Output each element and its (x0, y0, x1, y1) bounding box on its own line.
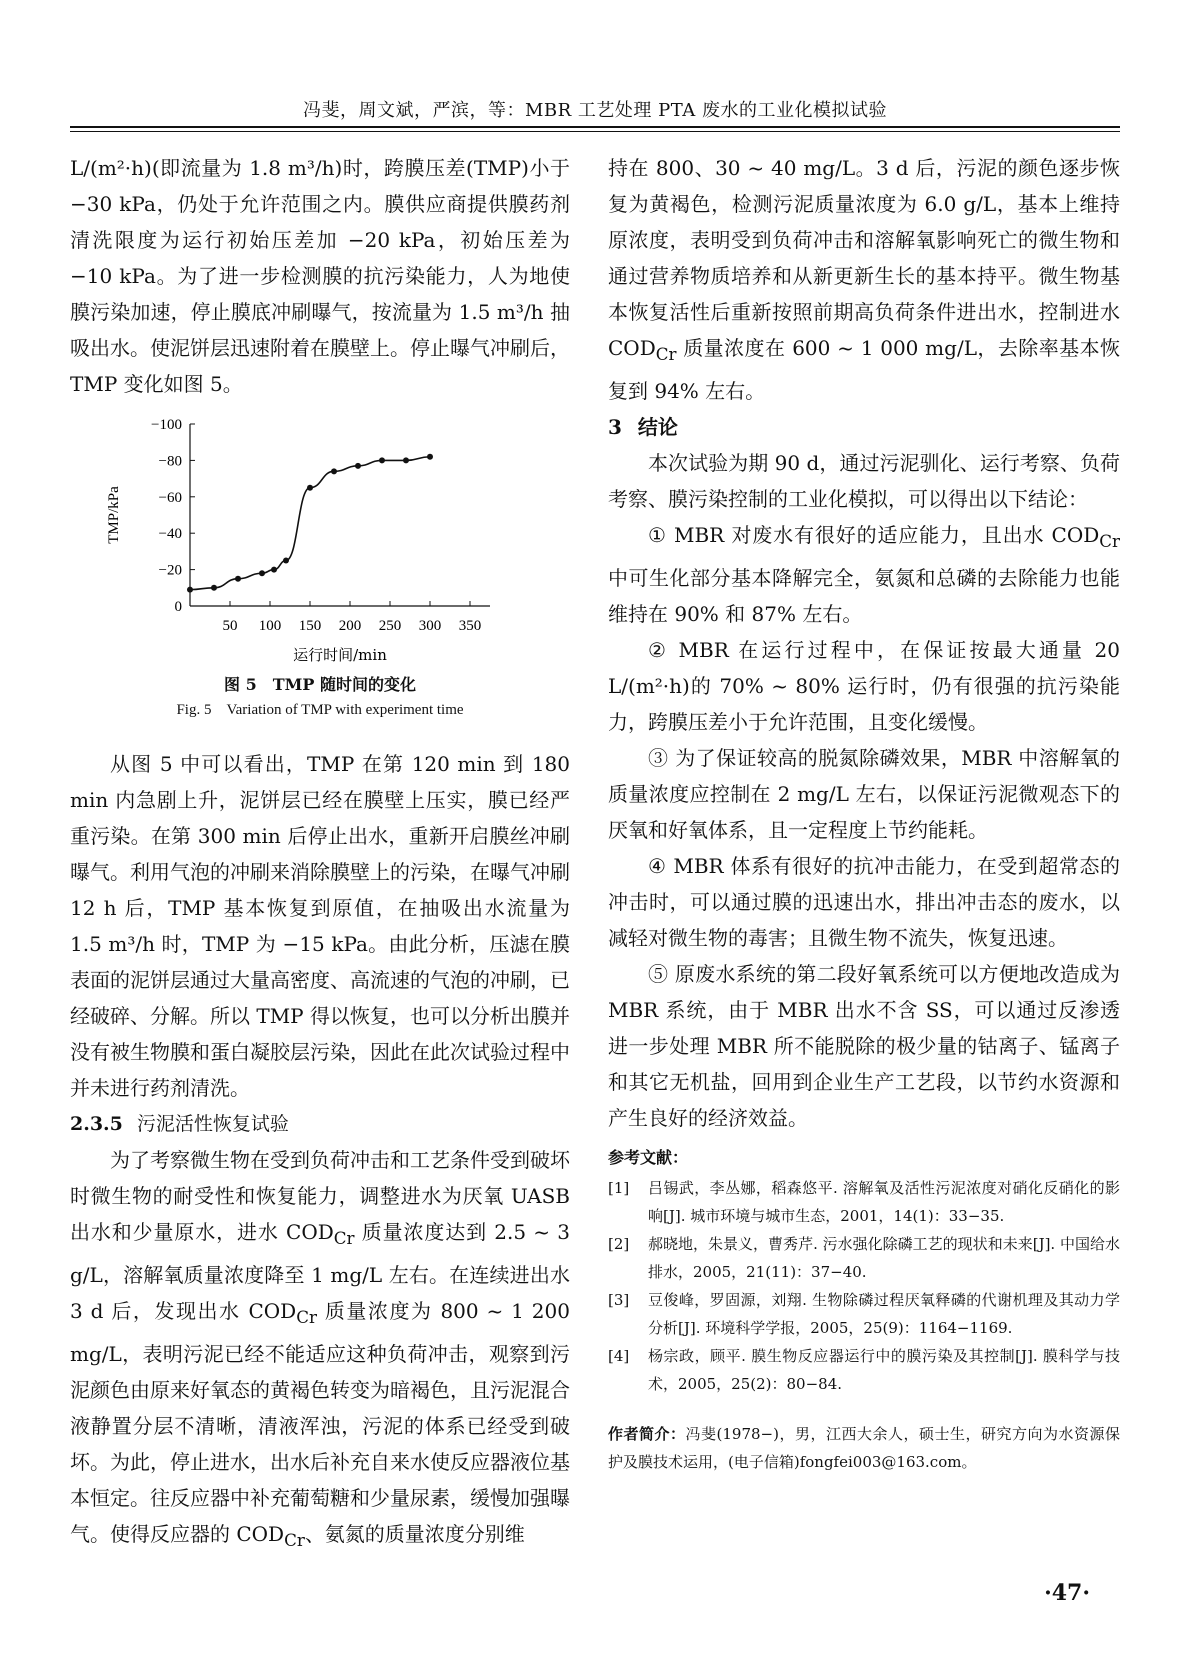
right-paragraph-1: 持在 800、30 ~ 40 mg/L。3 d 后，污泥的颜色逐步恢复为黄褐色，检测污泥质量浓度为 6.0 g/L，基本上维持原浓度，表明受到负荷冲击和溶解氧影响死亡的微生物和通过营养物质培养和从新更新生长的基本持平。微生物基本恢复活性后重新按照前期高负荷条件进出水，控制进水 $COD_{Cr}$ 质量浓度在 600 ~ 1 000 mg/L，去除率基本恢复到 94% 左右。 (608, 156, 1120, 403)
reference-text: 吕锡武，李丛娜，稻森悠平. 溶解氧及活性污泥浓度对硝化反硝化的影响[J]. 城市环境与城市生态，2001，14(1)：33−35. (648, 1179, 1120, 1225)
data-point (271, 567, 277, 573)
left-paragraph-2: 从图 5 中可以看出，TMP 在第 120 min 到 180 min 内急剧上升，泥饼层已经在膜壁上压实，膜已经严重污染。在第 300 min 后停止出水，重新开启膜丝冲刷曝气。利用气泡的冲刷来消除膜壁上的污染，在曝气冲刷 12 h 后，TMP 基本恢复到原值，在抽吸出水流量为 1.5 m³/h 时，TMP 为 −15 kPa。由此分析，压滤在膜表面的泥饼层通过大量高密度、高流速的气泡的冲刷，已经破碎、分解。所以 TMP 得以恢复，也可以分析出膜并没有被生物膜和蛋白凝胶层污染，因此在此次试验过程中并未进行药剂清洗。 (70, 752, 570, 1100)
references-title: 参考文献： (608, 1148, 689, 1167)
right-column (608, 150, 1120, 1476)
x-tick-label: 300 (418, 618, 442, 634)
tmp-series-line (190, 457, 430, 590)
data-point (259, 570, 265, 576)
reference-item (608, 1174, 1120, 1230)
reference-item (608, 1286, 1120, 1342)
author-bio-label: 作者简介： (608, 1425, 686, 1443)
page-number: ·47· (1044, 1580, 1090, 1606)
tmp-chart (70, 404, 570, 674)
reference-item (608, 1230, 1120, 1286)
data-point (403, 457, 409, 463)
data-point (331, 468, 337, 474)
conclusion-1: ① MBR 对废水有很好的适应能力，且出水 $COD_{Cr}$ 中可生化部分基本降解完全，氨氮和总磷的去除能力也能维持在 90% 和 87% 左右。 (608, 523, 1120, 626)
section-heading (608, 409, 1120, 445)
reference-number: [4] (608, 1347, 630, 1365)
subsection-heading (70, 1106, 570, 1142)
subsection-number: 2.3.5 (70, 1113, 123, 1135)
left-paragraph-3: 为了考察微生物在受到负荷冲击和工艺条件受到破坏时微生物的耐受性和恢复能力，调整进水为厌氧 UASB 出水和少量原水，进水 $COD_{Cr}$ 质量浓度达到 2.5 ~ 3 g/L，溶解氧质量浓度降至 1 mg/L 左右。在连续进出水 3 d 后，发现出水 $COD_{Cr}$ 质量浓度为 800 ~ 1 200 mg/L，表明污泥已经不能适应这种负荷冲击，观察到污泥颜色由原来好氧态的黄褐色转变为暗褐色，且污泥混合液静置分层不清晰，清液浑浊，污泥的体系已经受到破坏。为此，停止进水，出水后补充自来水使反应器液位基本恒定。往反应器中补充葡萄糖和少量尿素，缓慢加强曝气。使得反应器的 $COD_{Cr}$、氨氮的质量浓度分别维 (70, 1148, 571, 1550)
x-axis-label: 运行时间/min (293, 646, 387, 664)
reference-number: [2] (608, 1235, 630, 1253)
reference-text: 豆俊峰，罗固源，刘翔. 生物除磷过程厌氧释磷的代谢机理及其动力学分析[J]. 环境科学学报，2005，25(9)：1164−1169. (648, 1291, 1120, 1337)
y-tick-label: 0 (174, 599, 182, 615)
section-number: 3 (608, 415, 622, 439)
author-bio-text: 冯斐(1978−)，男，江西大余人，硕士生，研究方向为水资源保护及膜技术运用，(电子信箱)fongfei003@163.com。 (608, 1425, 1120, 1471)
x-tick-label: 50 (222, 618, 238, 634)
data-point (211, 585, 217, 591)
data-point (427, 454, 433, 460)
reference-text: 郝晓地，朱景义，曹秀芹. 污水强化除磷工艺的现状和未来[J]. 中国给水排水，2005，21(11)：37−40. (648, 1235, 1120, 1281)
header-rule (70, 126, 1120, 128)
conclusion-4: ④ MBR 体系有很好的抗冲击能力，在受到超常态的冲击时，可以通过膜的迅速出水，排出冲击态的废水，以减轻对微生物的毒害；且微生物不流失，恢复迅速。 (608, 854, 1120, 950)
author-bio (608, 1420, 1120, 1476)
x-tick-label: 350 (458, 618, 482, 634)
running-header: 冯斐，周文斌，严滨，等：MBR 工艺处理 PTA 废水的工业化模拟试验 (302, 100, 887, 121)
header-rule-thin (70, 131, 1120, 132)
y-tick-label: −80 (158, 453, 182, 470)
x-tick-label: 100 (258, 618, 282, 634)
y-tick-label: −40 (158, 526, 182, 543)
figure-caption-en: Fig. 5 Variation of TMP with experiment time (176, 702, 464, 718)
reference-number: [1] (608, 1179, 630, 1197)
data-point (355, 463, 361, 469)
left-paragraph-1: L/(m²·h)(即流量为 1.8 m³/h)时，跨膜压差(TMP)小于 −30 kPa，仍处于允许范围之内。膜供应商提供膜药剂清洗限度为运行初始压差加 −20 kPa，初始压差为 −10 kPa。为了进一步检测膜的抗污染能力，人为地使膜污染加速，停止膜底冲刷曝气，按流量为 1.5 m³/h 抽吸出水。使泥饼层迅速附着在膜壁上。停止曝气冲刷后，TMP 变化如图 5。 (70, 156, 570, 396)
conclusion-3: ③ 为了保证较高的脱氮除磷效果，MBR 中溶解氧的质量浓度应控制在 2 mg/L 左右，以保证污泥微观态下的厌氧和好氧体系，且一定程度上节约能耗。 (608, 746, 1120, 842)
y-axis-label: TMP/kPa (106, 486, 122, 544)
figure-caption-zh: 图 5 TMP 随时间的变化 (224, 675, 416, 694)
left-column (70, 150, 570, 1559)
section-title: 结论 (637, 415, 678, 439)
y-tick-label: −100 (151, 417, 182, 433)
x-tick-label: 150 (298, 618, 322, 634)
data-point (307, 485, 313, 491)
y-tick-label: −60 (158, 489, 182, 506)
reference-item (608, 1342, 1120, 1398)
reference-number: [3] (608, 1291, 630, 1309)
x-tick-label: 250 (378, 618, 402, 634)
y-tick-label: −20 (158, 562, 182, 579)
data-point (283, 558, 289, 564)
data-point (235, 576, 241, 582)
data-point (379, 457, 385, 463)
conclusion-5: ⑤ 原废水系统的第二段好氧系统可以方便地改造成为 MBR 系统，由于 MBR 出水不含 SS，可以通过反渗透进一步处理 MBR 所不能脱除的极少量的钴离子、锰离子和其它无机盐，回用到企业生产工艺段，以节约水资源和产生良好的经济效益。 (608, 962, 1120, 1130)
reference-text: 杨宗政，顾平. 膜生物反应器运行中的膜污染及其控制[J]. 膜科学与技术，2005，25(2)：80−84. (648, 1347, 1120, 1393)
figure-5 (70, 404, 570, 740)
references (608, 1144, 1120, 1398)
conclusion-intro: 本次试验为期 90 d，通过污泥驯化、运行考察、负荷考察、膜污染控制的工业化模拟，可以得出以下结论： (608, 451, 1120, 511)
subsection-title: 污泥活性恢复试验 (136, 1113, 289, 1135)
conclusion-2: ② MBR 在运行过程中，在保证按最大通量 20 L/(m²·h)的 70% ~ 80% 运行时，仍有很强的抗污染能力，跨膜压差小于允许范围，且变化缓慢。 (608, 638, 1120, 734)
x-tick-label: 200 (338, 618, 362, 634)
data-point (187, 587, 193, 593)
